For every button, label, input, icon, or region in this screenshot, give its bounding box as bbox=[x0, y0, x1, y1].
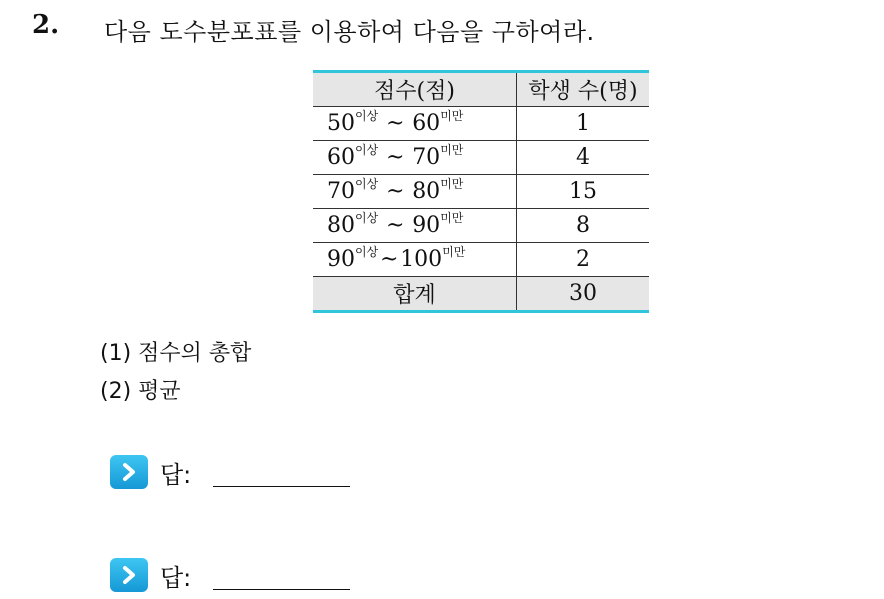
range-high: 70 bbox=[412, 145, 441, 170]
problem-text: 다음 도수분포표를 이용하여 다음을 구하여라. bbox=[104, 18, 595, 46]
student-count: 15 bbox=[517, 175, 650, 209]
chevron-right-icon bbox=[110, 455, 148, 489]
header-student-count: 학생 수(명) bbox=[517, 72, 650, 107]
range-high-suffix: 미만 bbox=[440, 143, 464, 157]
chevron-right-icon-svg bbox=[119, 462, 139, 482]
range-low-suffix: 이상 bbox=[355, 245, 379, 259]
student-count: 4 bbox=[517, 141, 650, 175]
student-count: 1 bbox=[517, 107, 650, 141]
range-low-suffix: 이상 bbox=[355, 109, 379, 123]
table-row bbox=[313, 175, 649, 209]
answer-blank-1[interactable] bbox=[213, 458, 350, 487]
range-high: 90 bbox=[412, 213, 441, 238]
range-high-suffix: 미만 bbox=[442, 245, 466, 259]
score-range bbox=[313, 243, 517, 277]
table-row bbox=[313, 141, 649, 175]
total-label: 합계 bbox=[313, 277, 517, 312]
answer-label: 답: bbox=[160, 460, 192, 489]
chevron-right-icon bbox=[110, 558, 148, 592]
range-low: 50 bbox=[327, 111, 355, 136]
chevron-right-icon-svg bbox=[119, 565, 139, 585]
score-range bbox=[313, 107, 517, 141]
student-count: 2 bbox=[517, 243, 650, 277]
student-count: 8 bbox=[517, 209, 650, 243]
range-tilde: ~ bbox=[379, 247, 399, 272]
score-range bbox=[313, 141, 517, 175]
range-low: 70 bbox=[327, 179, 355, 204]
range-high-suffix: 미만 bbox=[440, 211, 464, 225]
table-row bbox=[313, 209, 649, 243]
range-low-suffix: 이상 bbox=[355, 177, 379, 191]
table-row bbox=[313, 243, 649, 277]
table-row bbox=[313, 107, 649, 141]
answer-label: 답: bbox=[160, 563, 192, 592]
frequency-table bbox=[313, 70, 649, 313]
range-tilde: ~ bbox=[385, 111, 405, 136]
question-2: (2) 평균 bbox=[100, 379, 181, 404]
range-high-suffix: 미만 bbox=[440, 177, 464, 191]
range-tilde: ~ bbox=[385, 145, 405, 170]
range-low: 90 bbox=[327, 247, 355, 272]
range-high-suffix: 미만 bbox=[440, 109, 464, 123]
range-tilde: ~ bbox=[385, 179, 405, 204]
score-range bbox=[313, 209, 517, 243]
range-low-suffix: 이상 bbox=[355, 143, 379, 157]
range-high: 60 bbox=[412, 111, 441, 136]
range-high: 100 bbox=[400, 247, 443, 272]
range-low-suffix: 이상 bbox=[355, 211, 379, 225]
answer-line-1 bbox=[110, 452, 350, 492]
question-1: (1) 점수의 총합 bbox=[100, 341, 252, 366]
range-low: 80 bbox=[327, 213, 355, 238]
answer-blank-2[interactable] bbox=[213, 561, 350, 590]
range-tilde: ~ bbox=[385, 213, 405, 238]
total-value: 30 bbox=[517, 277, 650, 312]
range-low: 60 bbox=[327, 145, 355, 170]
table-header-row bbox=[313, 72, 649, 107]
table-total-row bbox=[313, 277, 649, 312]
header-score: 점수(점) bbox=[313, 72, 517, 107]
problem-number: 2. bbox=[32, 10, 60, 40]
range-high: 80 bbox=[412, 179, 441, 204]
answer-line-2 bbox=[110, 555, 350, 595]
score-range bbox=[313, 175, 517, 209]
